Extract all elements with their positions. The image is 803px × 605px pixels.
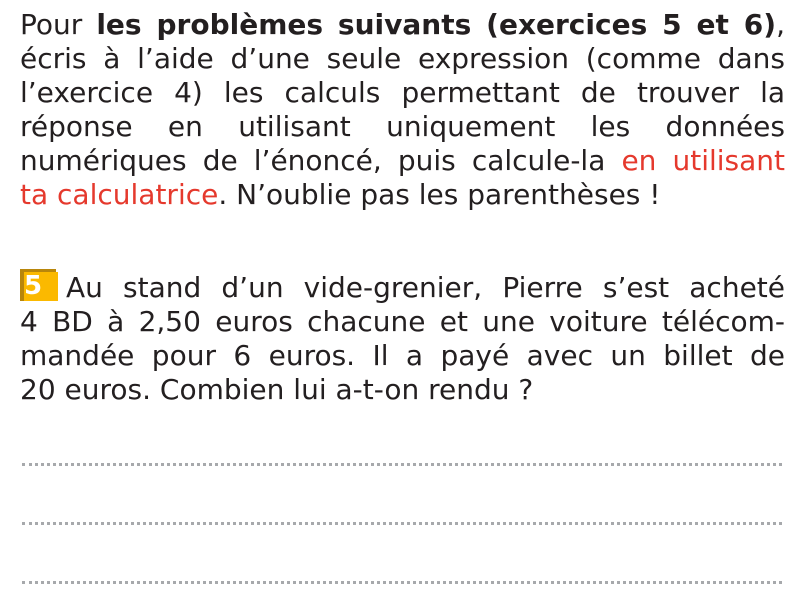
exercise-5-text: Au stand d’un vide-grenier, Pierre s’est acheté <box>66 271 785 304</box>
calculator-highlight: en utilisant <box>621 144 786 177</box>
instructions-text: Pour <box>20 8 97 41</box>
instructions-line-2: écris à l’aide d’une seule expression (comme dans <box>20 42 785 75</box>
instructions-line-5 <box>20 144 785 178</box>
instructions-line-3: l’exercice 4) les calculs permettant de trouver la <box>20 76 785 109</box>
exercise-5-line-3: mandée pour 6 euros. Il a payé avec un billet de <box>20 339 785 372</box>
exercise-5-line-4: 20 euros. Combien lui a-t-on rendu ? <box>20 373 534 406</box>
instructions-line-1 <box>20 8 785 42</box>
instructions-paragraph <box>20 8 785 212</box>
answer-line[interactable] <box>22 581 782 584</box>
instructions-line-4: réponse en utilisant uniquement les données <box>20 110 785 143</box>
exercise-5-line-2: 4 BD à 2,50 euros chacune et une voiture télécom- <box>20 305 785 338</box>
exercise-5 <box>20 269 785 407</box>
answer-line[interactable] <box>22 463 782 466</box>
answer-line[interactable] <box>22 522 782 525</box>
exercise-number-badge <box>20 269 58 301</box>
instructions-bold-text: les problèmes suivants (exercices 5 et 6) <box>96 8 777 41</box>
instructions-text: , <box>776 8 785 41</box>
instructions-text: . N’oublie pas les parenthèses ! <box>218 178 661 211</box>
exercise-5-line-1 <box>20 269 785 305</box>
exercise-number: 5 <box>24 272 58 301</box>
calculator-highlight: ta calculatrice <box>20 178 219 211</box>
instructions-text: numériques de l’énoncé, puis calcule-la <box>20 144 622 177</box>
instructions-line-6 <box>20 178 785 212</box>
